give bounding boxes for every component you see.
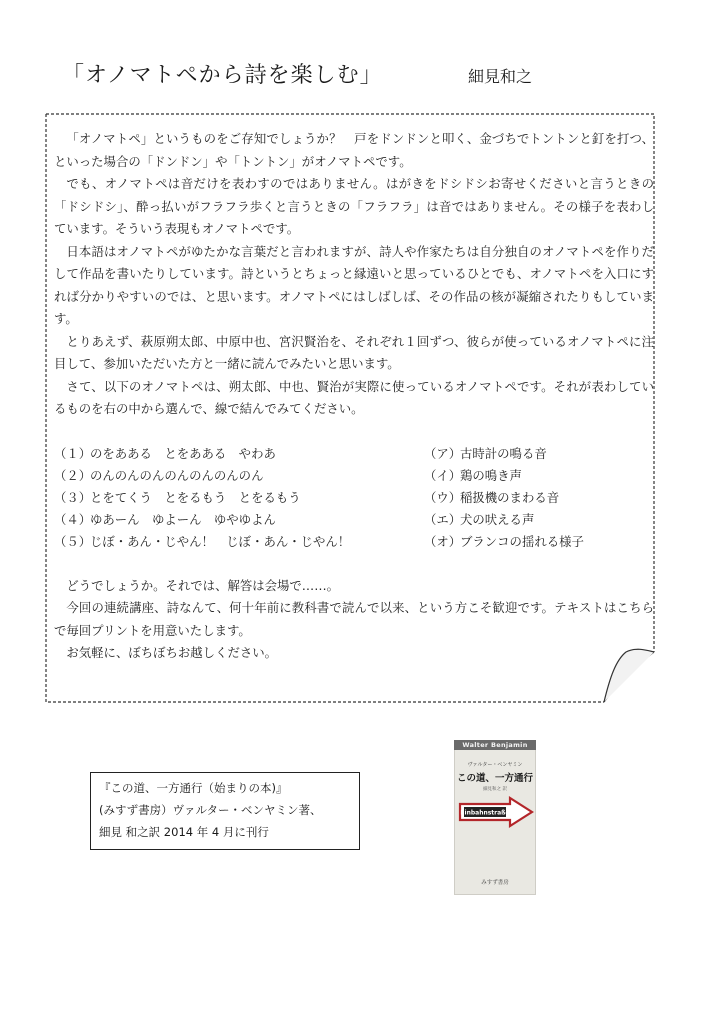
closing-paragraph-1: どうでしょうか。それでは、解答は会場で……。 [66,577,339,593]
quiz-number: （２） [54,467,92,483]
cover-author-kana: ヴァルター・ベンヤミン [467,762,523,768]
intro-paragraph-1: 「オノマトペ」というものをご存知でしょうか？ 戸をドンドンと叩く、金づちでトントンと釘を打つ、といった場合の「ドンドン」や「トントン」がオノマトペです。 [54,131,654,169]
onomatopoeia-quiz [54,443,654,553]
quiz-onomatopoeia-list [54,443,414,553]
quiz-number: （４） [54,511,92,527]
book-translator-line: 細見 和之訳 2014 年 4 月に刊行 [99,825,269,839]
quiz-answer-list [424,443,624,553]
quiz-number: （１） [54,445,92,461]
cover-translator: 細見和之 訳 [483,787,507,792]
quiz-text: のんのんのんのんのんのんのん [90,467,264,483]
quiz-number: （５） [54,533,92,549]
quiz-number: （３） [54,489,92,505]
answer-item [424,465,624,487]
answer-letter: （エ） [424,511,462,527]
book-info-box [90,772,360,850]
notice-body [54,128,654,665]
answer-text: 犬の吠える声 [460,511,535,527]
page-title: 「オノマトペから詩を楽しむ」 [62,63,383,88]
quiz-item [54,509,414,531]
quiz-item [54,443,414,465]
cover-publisher: みすず書房 [481,880,509,886]
book-title-line: 『この道、一方通行（始まりの本)』 [99,781,288,795]
quiz-item [54,531,414,553]
quiz-item [54,487,414,509]
intro-paragraph-2: でも、オノマトペは音だけを表わすのではありません。はがきをドシドシお寄せくださいと言うときの「ドシドシ」、酔っ払いがフラフラ歩くと言うときの「フラフラ」は音ではありません。その様子を表わしています。そういう表現もオノマトペです。 [54,176,654,236]
intro-paragraph-4: とりあえず、萩原朔太郎、中原中也、宮沢賢治を、それぞれ１回ずつ、彼らが使っているオノマトペに注目して、参加いただいた方と一緒に読んでみたいと思います。 [54,333,654,371]
closing-paragraph-2: 今回の連続講座、詩なんて、何十年前に教科書で読んで以来、という方こそ歓迎です。テキストはこちらで毎回プリントを用意いたします。 [54,600,654,638]
answer-item [424,443,624,465]
author-name: 細見和之 [468,67,533,86]
answer-letter: （イ） [424,467,462,483]
answer-item [424,487,624,509]
quiz-text: のをあある とをあある やわあ [90,445,276,461]
answer-text: ブランコの揺れる様子 [460,533,584,549]
intro-paragraph-3: 日本語はオノマトペがゆたかな言葉だと言われますが、詩人や作家たちは自分独自のオノマトペを作りだして作品を書いたりしています。詩というとちょっと縁遠いと思っているひとでも、オノマトペを入口にすれば分かりやすいのでは、と思います。オノマトペにはしばしば、その作品の核が凝縮されたりもしています。 [54,243,654,326]
book-publisher-line: (みすず書房）ヴァルター・ベンヤミン著、 [99,803,322,817]
book-cover-image [454,740,536,895]
cover-title: この道、一方通行 [456,773,533,784]
answer-text: 古時計の鳴る音 [460,445,547,461]
quiz-text: じぼ・あん・じやん！ じぼ・あん・じやん！ [90,533,351,549]
answer-text: 鶏の鳴き声 [460,467,522,483]
quiz-text: ゆあーん ゆよーん ゆやゆよん [90,511,276,527]
arrow-label: Einbahnstraße [460,809,510,817]
quiz-text: とをてくう とをるもう とをるもう [90,489,301,505]
answer-item [424,509,624,531]
quiz-item [54,465,414,487]
intro-paragraph-5: さて、以下のオノマトペは、朔太郎、中也、賢治が実際に使っているオノマトペです。それが表わしているものを右の中から選んで、線で結んでみてください。 [54,378,654,416]
answer-text: 稲扱機のまわる音 [460,489,560,505]
answer-letter: （ア） [424,445,462,461]
answer-item [424,531,624,553]
cover-author-band: Walter Benjamin [454,740,536,750]
one-way-arrow-icon [458,796,534,828]
answer-letter: （オ） [424,533,462,549]
answer-letter: （ウ） [424,489,462,505]
closing-paragraph-3: お気軽に、ぼちぼちお越しください。 [66,645,278,660]
